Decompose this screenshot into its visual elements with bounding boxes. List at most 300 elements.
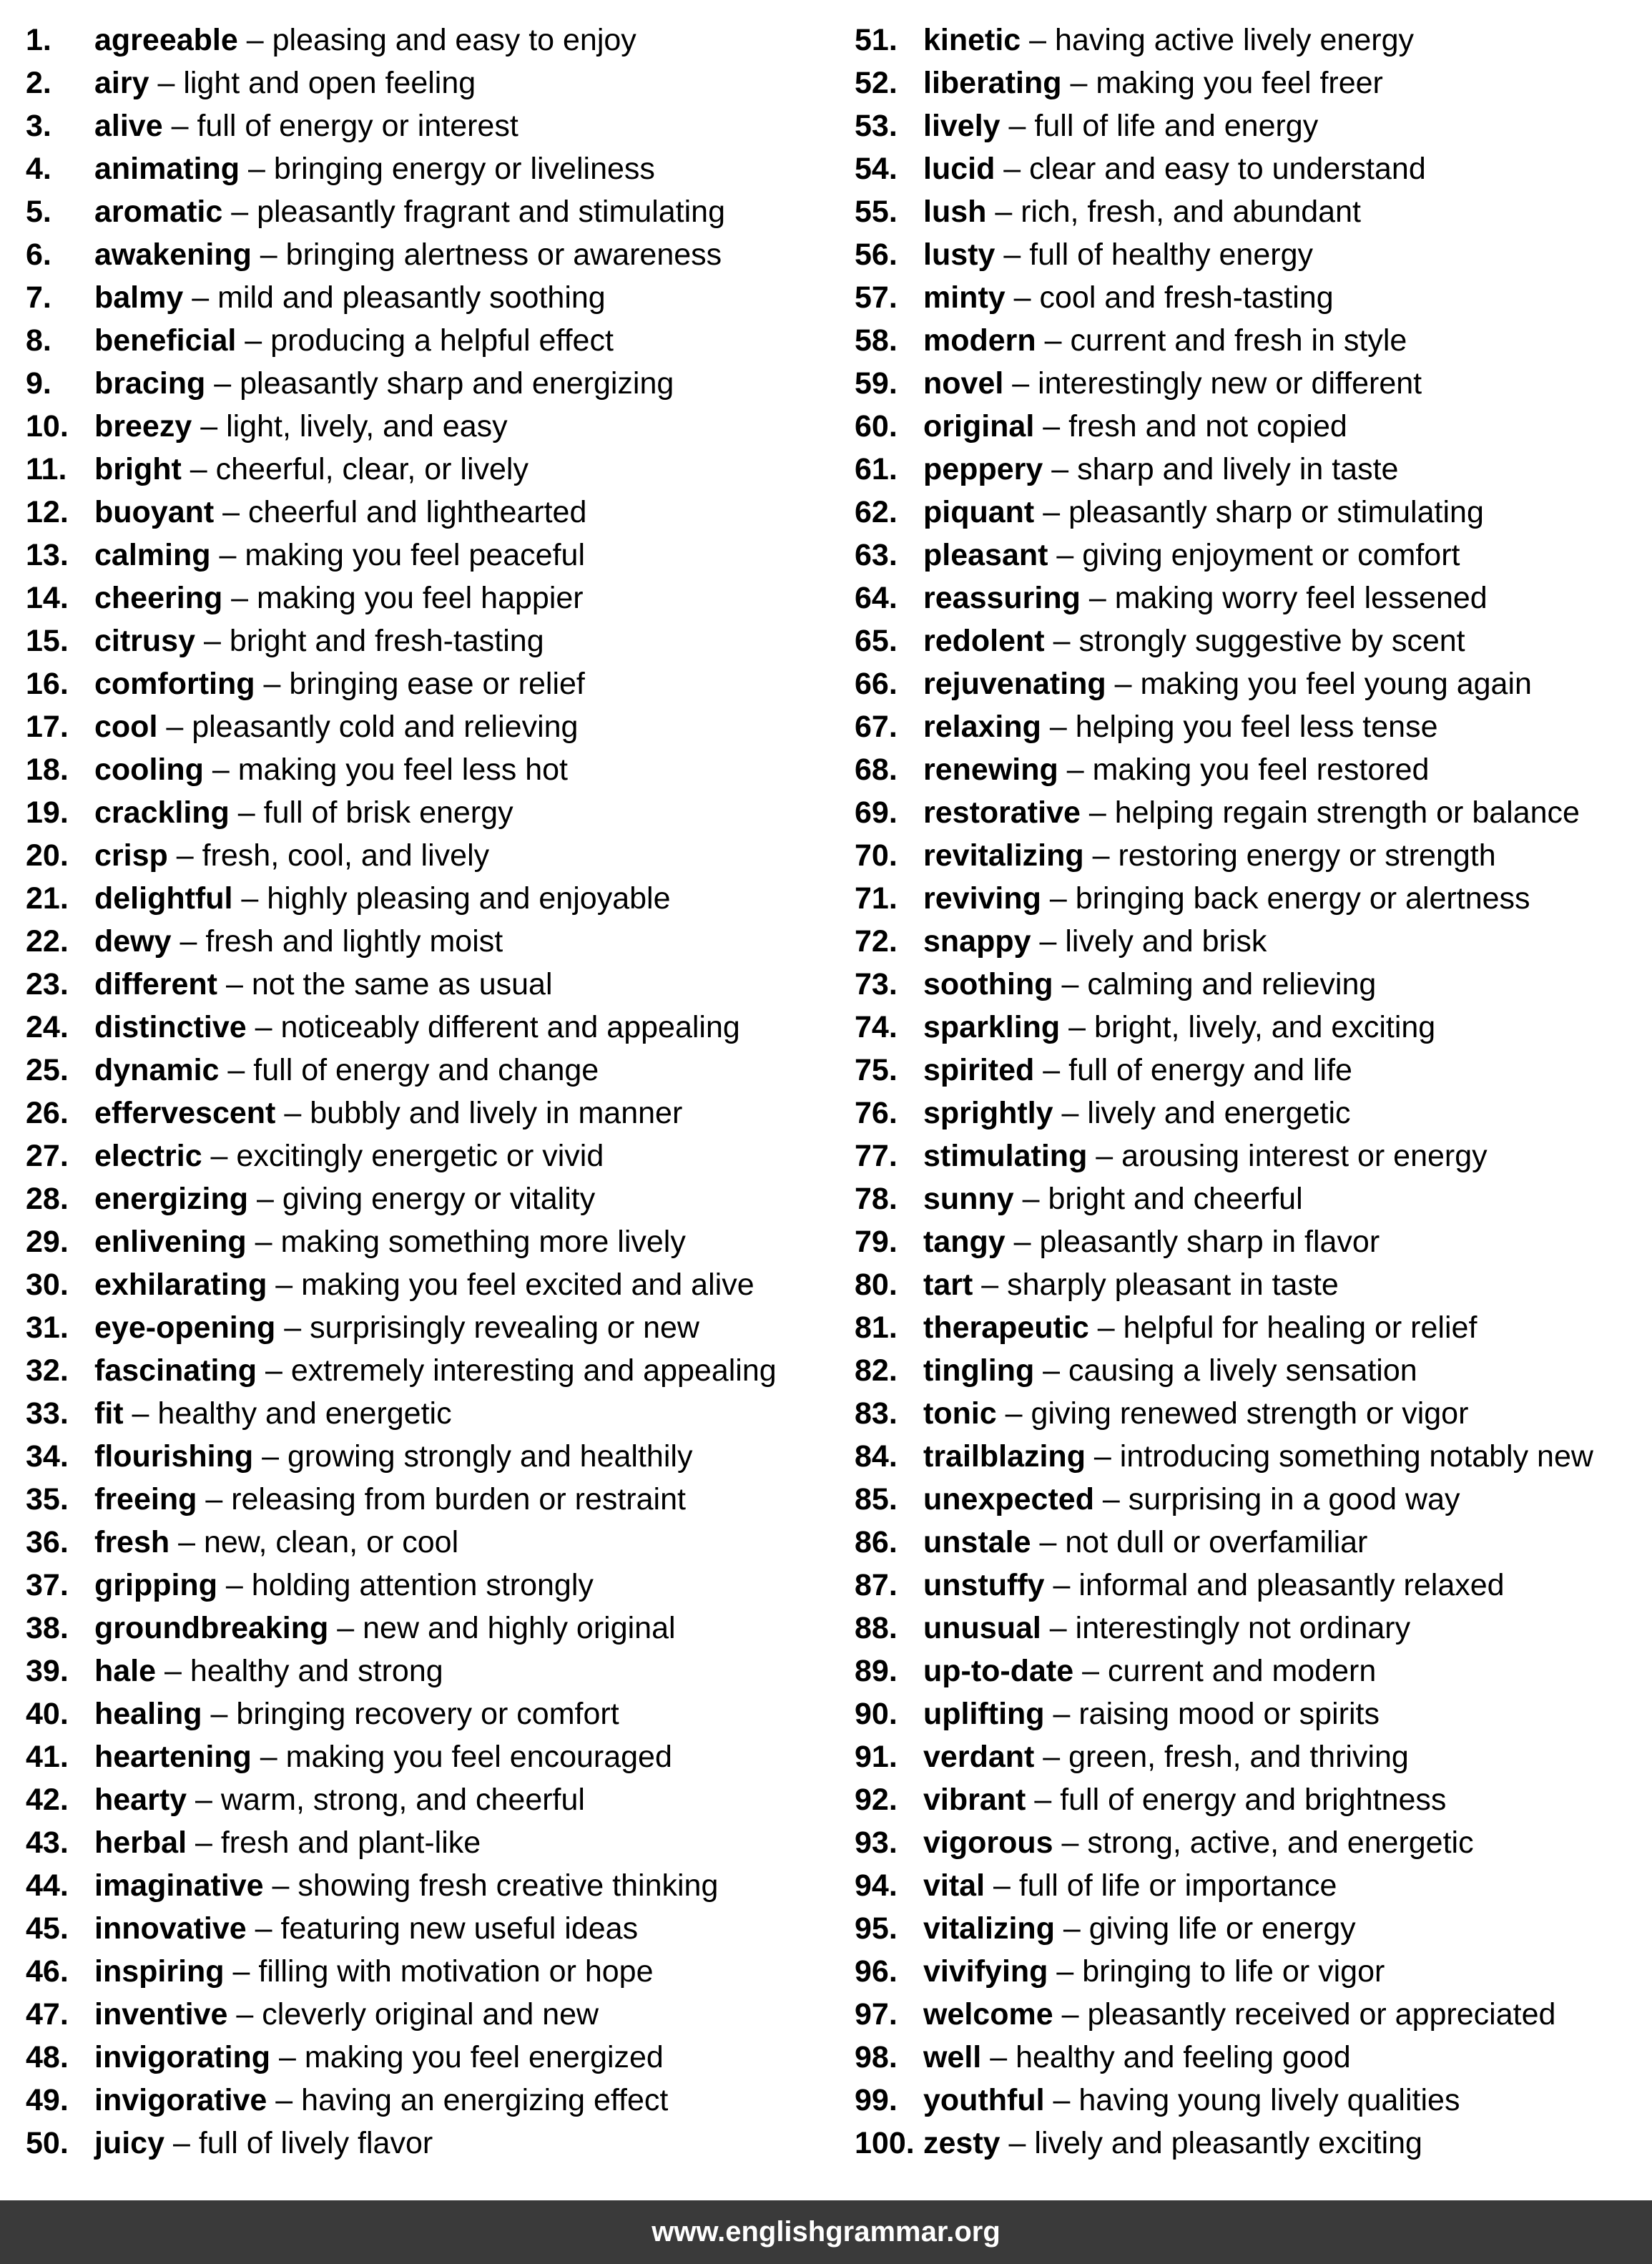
item-word: alive xyxy=(94,109,163,143)
list-item xyxy=(855,1821,1641,1864)
item-text xyxy=(94,1650,443,1692)
item-separator: – xyxy=(246,1225,281,1259)
item-word: pleasant xyxy=(923,538,1048,572)
item-word: welcome xyxy=(923,1997,1053,2032)
item-text xyxy=(94,748,568,791)
item-text xyxy=(94,1435,692,1478)
item-number: 65. xyxy=(855,624,898,658)
item-separator: – xyxy=(1053,1096,1088,1130)
item-text xyxy=(923,448,1398,491)
item-definition: pleasantly cold and relieving xyxy=(192,710,579,744)
list-item xyxy=(855,662,1641,705)
list-item xyxy=(855,1349,1641,1392)
item-separator: – xyxy=(169,1525,204,1559)
item-definition: filling with motivation or hope xyxy=(258,1954,654,1989)
item-word: energizing xyxy=(94,1182,249,1216)
item-word: fit xyxy=(94,1396,124,1431)
list-item xyxy=(855,2036,1641,2079)
item-definition: holding attention strongly xyxy=(251,1568,594,1602)
list-item xyxy=(855,448,1641,491)
item-definition: surprising in a good way xyxy=(1128,1482,1460,1516)
item-definition: having young lively qualities xyxy=(1078,2083,1460,2117)
item-word: lush xyxy=(923,195,987,229)
item-number: 87. xyxy=(855,1568,898,1602)
item-definition: bringing to life or vigor xyxy=(1082,1954,1385,1989)
item-definition: making you feel energized xyxy=(304,2040,664,2074)
item-number: 75. xyxy=(855,1053,898,1087)
item-definition: having active lively energy xyxy=(1055,23,1414,57)
item-number: 67. xyxy=(855,710,898,744)
item-number: 39. xyxy=(26,1654,69,1688)
item-word: relaxing xyxy=(923,710,1041,744)
item-word: citrusy xyxy=(94,624,196,658)
item-separator: – xyxy=(1044,624,1079,658)
item-separator: – xyxy=(217,967,252,1001)
item-word: healing xyxy=(94,1697,202,1731)
list-item xyxy=(26,1521,834,1564)
list-item xyxy=(26,362,834,405)
item-word: distinctive xyxy=(94,1010,247,1044)
item-number: 91. xyxy=(855,1740,898,1774)
item-definition: rich, fresh, and abundant xyxy=(1021,195,1361,229)
list-item xyxy=(26,62,834,104)
item-word: different xyxy=(94,967,217,1001)
item-number: 5. xyxy=(26,195,51,229)
item-word: innovative xyxy=(94,1911,247,1946)
item-text xyxy=(923,1092,1351,1135)
item-number: 2. xyxy=(26,66,51,100)
item-word: tangy xyxy=(923,1225,1006,1259)
item-word: fascinating xyxy=(94,1353,257,1388)
item-word: enlivening xyxy=(94,1225,247,1259)
item-text xyxy=(923,2122,1422,2165)
list-item xyxy=(26,147,834,190)
item-word: flourishing xyxy=(94,1439,254,1474)
list-item xyxy=(855,1092,1641,1135)
item-word: uplifting xyxy=(923,1697,1045,1731)
item-text xyxy=(94,1564,594,1607)
list-item xyxy=(26,1006,834,1049)
word-list-column-left xyxy=(26,19,834,2165)
item-word: kinetic xyxy=(923,23,1021,57)
item-word: invigorative xyxy=(94,2083,267,2117)
item-text xyxy=(94,619,544,662)
item-text xyxy=(923,1135,1488,1177)
item-separator: – xyxy=(275,1310,310,1345)
item-text xyxy=(923,534,1460,577)
item-number: 38. xyxy=(26,1611,69,1645)
item-text xyxy=(94,834,489,877)
list-item xyxy=(26,491,834,534)
item-separator: – xyxy=(1005,1225,1040,1259)
item-text xyxy=(923,1993,1555,2036)
item-text xyxy=(923,190,1361,233)
list-item xyxy=(26,1821,834,1864)
list-item xyxy=(26,1392,834,1435)
list-item xyxy=(26,2122,834,2165)
item-separator: – xyxy=(202,1139,237,1173)
list-item xyxy=(26,19,834,62)
list-item xyxy=(26,1263,834,1306)
item-number: 100. xyxy=(855,2126,915,2160)
item-separator: – xyxy=(1034,409,1069,444)
list-item xyxy=(26,963,834,1006)
item-word: eye-opening xyxy=(94,1310,276,1345)
item-separator: – xyxy=(267,2083,302,2117)
list-item xyxy=(26,1907,834,1950)
item-word: juicy xyxy=(94,2126,164,2160)
item-definition: cheerful, clear, or lively xyxy=(215,452,528,486)
item-separator: – xyxy=(1058,753,1093,787)
item-definition: bringing energy or liveliness xyxy=(273,152,655,186)
list-item xyxy=(855,2079,1641,2122)
item-number: 8. xyxy=(26,323,51,358)
item-text xyxy=(923,1735,1409,1778)
item-definition: not dull or overfamiliar xyxy=(1065,1525,1368,1559)
item-separator: – xyxy=(195,624,230,658)
list-item xyxy=(26,1735,834,1778)
item-text xyxy=(923,1907,1356,1950)
item-word: well xyxy=(923,2040,982,2074)
item-number: 3. xyxy=(26,109,51,143)
item-text xyxy=(94,1950,654,1993)
item-number: 86. xyxy=(855,1525,898,1559)
item-word: herbal xyxy=(94,1826,187,1860)
item-word: aromatic xyxy=(94,195,223,229)
list-item xyxy=(855,1049,1641,1092)
item-word: vitalizing xyxy=(923,1911,1055,1946)
item-text xyxy=(923,1778,1446,1821)
item-number: 36. xyxy=(26,1525,69,1559)
item-word: lucid xyxy=(923,152,995,186)
item-number: 50. xyxy=(26,2126,69,2160)
list-item xyxy=(855,1778,1641,1821)
item-number: 92. xyxy=(855,1783,898,1817)
list-item xyxy=(26,1993,834,2036)
item-text xyxy=(923,1692,1380,1735)
item-text xyxy=(94,405,508,448)
item-number: 78. xyxy=(855,1182,898,1216)
item-text xyxy=(94,1692,619,1735)
item-text xyxy=(923,748,1429,791)
item-text xyxy=(94,1049,599,1092)
item-word: reassuring xyxy=(923,581,1081,615)
list-item xyxy=(26,2079,834,2122)
item-definition: healthy and strong xyxy=(190,1654,443,1688)
item-definition: releasing from burden or restraint xyxy=(231,1482,686,1516)
item-number: 89. xyxy=(855,1654,898,1688)
item-definition: giving enjoyment or comfort xyxy=(1082,538,1460,572)
item-text xyxy=(923,147,1426,190)
list-item xyxy=(26,405,834,448)
item-separator: – xyxy=(251,1740,286,1774)
item-separator: – xyxy=(1034,1740,1069,1774)
item-separator: – xyxy=(1036,323,1071,358)
item-text xyxy=(94,1263,754,1306)
item-word: piquant xyxy=(923,495,1035,529)
item-number: 6. xyxy=(26,237,51,272)
item-separator: – xyxy=(1043,452,1078,486)
item-word: revitalizing xyxy=(923,838,1084,873)
item-number: 12. xyxy=(26,495,69,529)
item-number: 57. xyxy=(855,280,898,315)
item-separator: – xyxy=(995,237,1030,272)
list-item xyxy=(26,1435,834,1478)
item-number: 23. xyxy=(26,967,69,1001)
item-word: lively xyxy=(923,109,1000,143)
item-number: 34. xyxy=(26,1439,69,1474)
item-number: 41. xyxy=(26,1740,69,1774)
list-item xyxy=(855,534,1641,577)
item-word: delightful xyxy=(94,881,233,916)
item-word: comforting xyxy=(94,667,255,701)
item-definition: making you feel excited and alive xyxy=(301,1268,754,1302)
item-definition: pleasantly sharp in flavor xyxy=(1039,1225,1380,1259)
item-number: 77. xyxy=(855,1139,898,1173)
item-text xyxy=(94,1478,686,1521)
item-separator: – xyxy=(257,1353,291,1388)
list-item xyxy=(26,748,834,791)
item-separator: – xyxy=(236,323,271,358)
item-text xyxy=(923,1263,1339,1306)
item-number: 11. xyxy=(26,452,67,486)
item-separator: – xyxy=(1093,1482,1129,1516)
item-separator: – xyxy=(267,1268,302,1302)
item-number: 1. xyxy=(26,23,51,57)
item-word: vital xyxy=(923,1868,985,1903)
item-number: 54. xyxy=(855,152,898,186)
item-word: airy xyxy=(94,66,149,100)
item-separator: – xyxy=(237,23,272,57)
item-definition: pleasantly fragrant and stimulating xyxy=(257,195,725,229)
item-number: 58. xyxy=(855,323,898,358)
list-item xyxy=(26,619,834,662)
item-definition: new, clean, or cool xyxy=(203,1525,459,1559)
item-separator: – xyxy=(1031,1525,1066,1559)
item-word: zesty xyxy=(923,2126,1000,2160)
item-number: 69. xyxy=(855,795,898,830)
item-number: 62. xyxy=(855,495,898,529)
item-separator: – xyxy=(255,667,290,701)
item-definition: not the same as usual xyxy=(251,967,553,1001)
item-word: up-to-date xyxy=(923,1654,1074,1688)
item-word: sprightly xyxy=(923,1096,1053,1130)
item-separator: – xyxy=(1044,1697,1079,1731)
item-number: 81. xyxy=(855,1310,898,1345)
list-item xyxy=(26,834,834,877)
list-item xyxy=(26,1220,834,1263)
item-separator: – xyxy=(1080,581,1115,615)
item-word: beneficial xyxy=(94,323,237,358)
item-text xyxy=(94,1521,458,1564)
item-word: exhilarating xyxy=(94,1268,267,1302)
item-word: hearty xyxy=(94,1783,187,1817)
item-word: unstale xyxy=(923,1525,1031,1559)
item-separator: – xyxy=(181,452,216,486)
item-definition: bright and cheerful xyxy=(1048,1182,1303,1216)
list-item xyxy=(855,1650,1641,1692)
item-separator: – xyxy=(1000,2126,1035,2160)
list-item xyxy=(855,748,1641,791)
item-text xyxy=(94,534,585,577)
item-number: 21. xyxy=(26,881,69,916)
item-text xyxy=(94,1306,699,1349)
item-definition: fresh, cool, and lively xyxy=(202,838,490,873)
item-separator: – xyxy=(222,195,257,229)
item-separator: – xyxy=(183,280,218,315)
item-separator: – xyxy=(224,1954,259,1989)
item-text xyxy=(923,619,1465,662)
item-text xyxy=(94,448,528,491)
item-number: 79. xyxy=(855,1225,898,1259)
item-text xyxy=(923,2079,1460,2122)
item-word: original xyxy=(923,409,1035,444)
item-word: trailblazing xyxy=(923,1439,1086,1474)
item-text xyxy=(923,104,1318,147)
item-definition: strong, active, and energetic xyxy=(1087,1826,1474,1860)
item-text xyxy=(923,705,1438,748)
item-word: minty xyxy=(923,280,1006,315)
item-word: soothing xyxy=(923,967,1053,1001)
item-definition: making you feel restored xyxy=(1092,753,1430,787)
item-text xyxy=(923,1650,1376,1692)
list-item xyxy=(855,963,1641,1006)
item-word: inspiring xyxy=(94,1954,225,1989)
item-definition: fresh and not copied xyxy=(1068,409,1347,444)
item-word: heartening xyxy=(94,1740,252,1774)
list-item xyxy=(26,1478,834,1521)
item-word: breezy xyxy=(94,409,192,444)
list-item xyxy=(26,448,834,491)
item-word: cheering xyxy=(94,581,223,615)
list-item xyxy=(855,877,1641,920)
item-text xyxy=(923,405,1347,448)
item-separator: – xyxy=(1080,795,1115,830)
item-word: bright xyxy=(94,452,182,486)
item-number: 73. xyxy=(855,967,898,1001)
item-text xyxy=(94,147,655,190)
item-text xyxy=(94,104,518,147)
item-word: tonic xyxy=(923,1396,997,1431)
item-text xyxy=(923,233,1313,276)
item-word: buoyant xyxy=(94,495,215,529)
item-definition: bringing alertness or awareness xyxy=(285,237,722,272)
item-word: vigorous xyxy=(923,1826,1053,1860)
list-item xyxy=(855,1735,1641,1778)
item-definition: noticeably different and appealing xyxy=(280,1010,740,1044)
item-definition: clear and easy to understand xyxy=(1029,152,1426,186)
item-text xyxy=(94,662,585,705)
list-item xyxy=(855,19,1641,62)
item-word: restorative xyxy=(923,795,1081,830)
item-separator: – xyxy=(232,881,267,916)
item-definition: arousing interest or energy xyxy=(1121,1139,1488,1173)
item-separator: – xyxy=(1053,1997,1088,2032)
item-definition: highly pleasing and enjoyable xyxy=(267,881,671,916)
item-text xyxy=(94,1907,638,1950)
item-number: 93. xyxy=(855,1826,898,1860)
item-text xyxy=(94,1607,676,1650)
item-definition: bringing ease or relief xyxy=(289,667,585,701)
item-definition: informal and pleasantly relaxed xyxy=(1078,1568,1505,1602)
item-definition: pleasantly sharp and energizing xyxy=(240,366,674,401)
item-definition: making something more lively xyxy=(280,1225,686,1259)
item-definition: cleverly original and new xyxy=(262,1997,599,2032)
item-number: 28. xyxy=(26,1182,69,1216)
list-item xyxy=(26,577,834,619)
item-text xyxy=(923,62,1383,104)
list-item xyxy=(26,1092,834,1135)
item-number: 61. xyxy=(855,452,898,486)
item-separator: – xyxy=(1053,1826,1088,1860)
item-separator: – xyxy=(1088,1310,1124,1345)
item-separator: – xyxy=(1026,1783,1061,1817)
item-definition: full of energy or interest xyxy=(197,109,518,143)
item-word: stimulating xyxy=(923,1139,1088,1173)
item-separator: – xyxy=(171,924,206,959)
item-separator: – xyxy=(1073,1654,1108,1688)
item-word: snappy xyxy=(923,924,1031,959)
list-item xyxy=(855,1177,1641,1220)
item-separator: – xyxy=(1087,1139,1122,1173)
item-definition: full of energy and brightness xyxy=(1060,1783,1447,1817)
item-number: 51. xyxy=(855,23,898,57)
item-word: tart xyxy=(923,1268,973,1302)
item-word: awakening xyxy=(94,237,252,272)
item-definition: causing a lively sensation xyxy=(1068,1353,1417,1388)
item-definition: full of lively flavor xyxy=(198,2126,433,2160)
item-number: 31. xyxy=(26,1310,69,1345)
item-text xyxy=(923,920,1267,963)
item-word: novel xyxy=(923,366,1004,401)
item-definition: making you feel freer xyxy=(1096,66,1383,100)
item-separator: – xyxy=(253,1439,287,1474)
item-definition: pleasing and easy to enjoy xyxy=(272,23,636,57)
list-item xyxy=(26,1049,834,1092)
item-number: 18. xyxy=(26,753,69,787)
item-word: verdant xyxy=(923,1740,1035,1774)
item-separator: – xyxy=(246,1010,281,1044)
item-number: 30. xyxy=(26,1268,69,1302)
item-definition: bringing back energy or alertness xyxy=(1075,881,1530,916)
list-item xyxy=(26,2036,834,2079)
list-item xyxy=(855,1478,1641,1521)
item-separator: – xyxy=(1048,538,1083,572)
item-number: 94. xyxy=(855,1868,898,1903)
list-item xyxy=(855,619,1641,662)
item-number: 27. xyxy=(26,1139,69,1173)
item-number: 26. xyxy=(26,1096,69,1130)
item-definition: making you feel happier xyxy=(257,581,584,615)
item-text xyxy=(94,1006,740,1049)
item-number: 40. xyxy=(26,1697,69,1731)
item-separator: – xyxy=(1044,1568,1079,1602)
item-text xyxy=(923,1864,1337,1907)
list-item xyxy=(855,1220,1641,1263)
item-number: 71. xyxy=(855,881,898,916)
item-definition: lively and pleasantly exciting xyxy=(1034,2126,1422,2160)
item-number: 15. xyxy=(26,624,69,658)
item-separator: – xyxy=(162,109,197,143)
item-definition: sharply pleasant in taste xyxy=(1007,1268,1339,1302)
item-word: youthful xyxy=(923,2083,1045,2117)
item-text xyxy=(923,1220,1380,1263)
item-word: bracing xyxy=(94,366,206,401)
item-text xyxy=(94,1177,595,1220)
item-number: 19. xyxy=(26,795,69,830)
item-word: sparkling xyxy=(923,1010,1061,1044)
item-number: 66. xyxy=(855,667,898,701)
